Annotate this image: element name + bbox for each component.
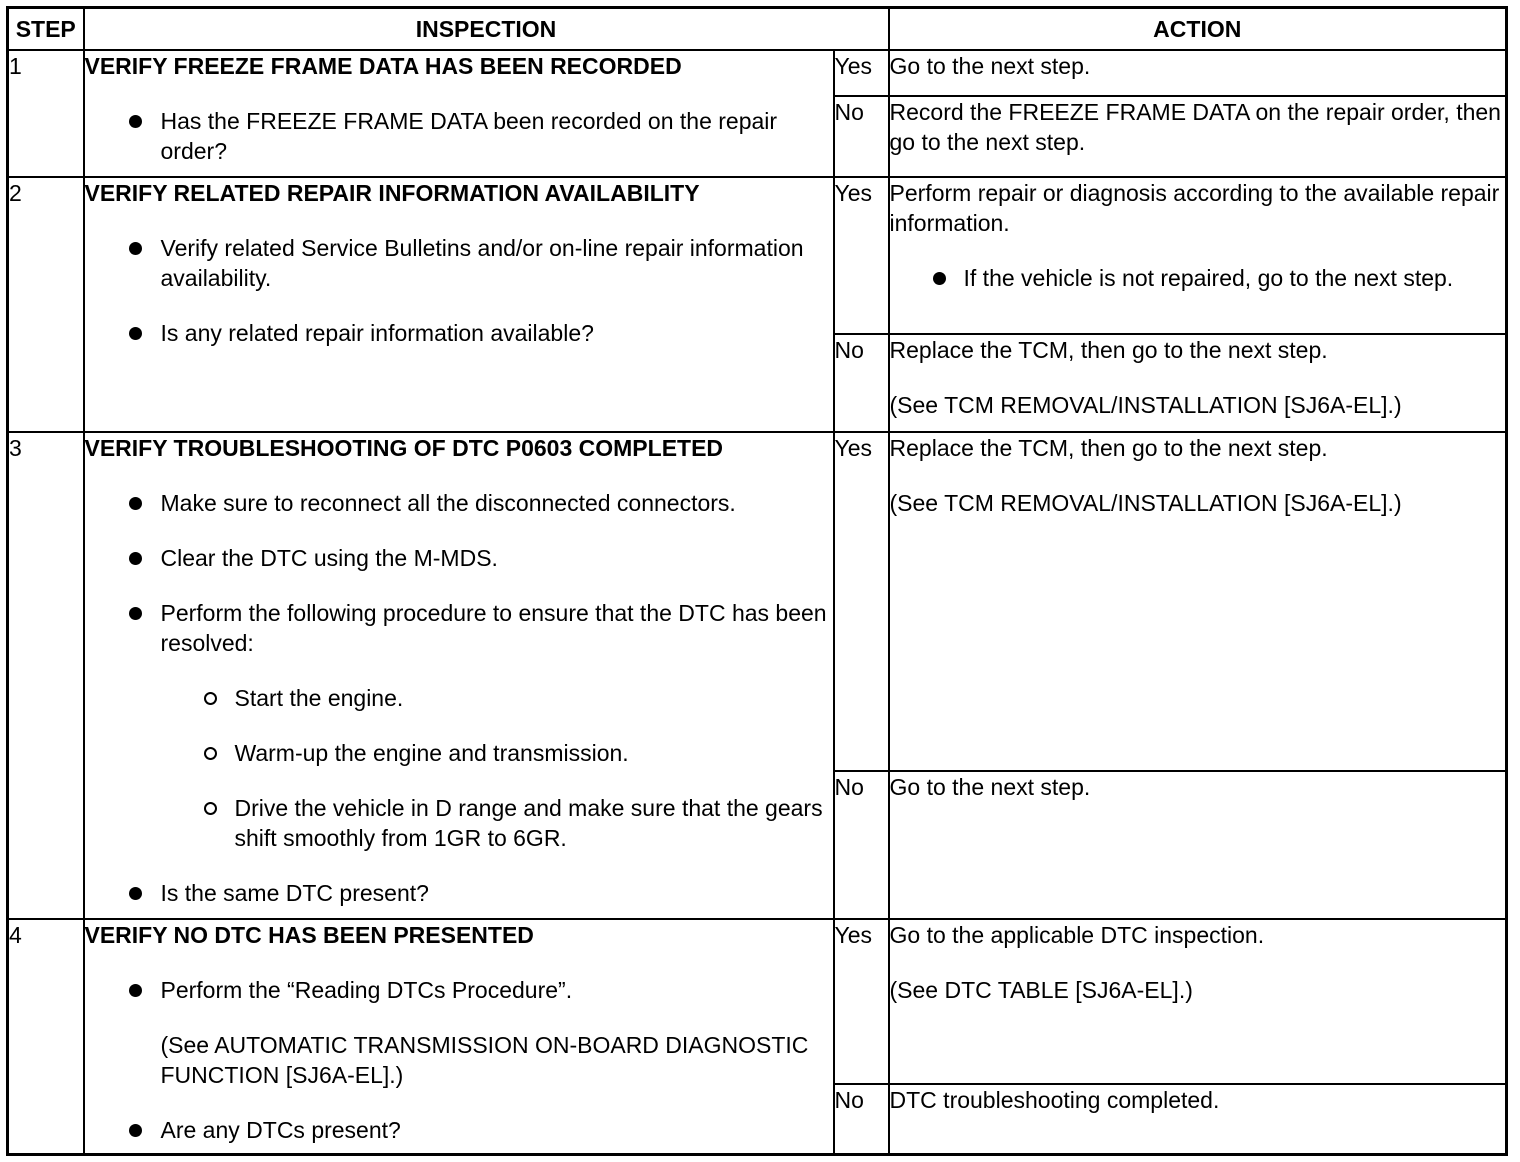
- sub-bullet-item: [85, 738, 833, 768]
- inspection-cell: [84, 50, 834, 177]
- bullet-icon: [129, 984, 142, 997]
- bullet-item: [85, 106, 833, 166]
- no-label: No: [834, 334, 889, 432]
- bullet-text: If the vehicle is not repaired, go to the next step.: [963, 265, 1454, 292]
- action-text: DTC troubleshooting completed.: [889, 1087, 1220, 1114]
- sub-bullet-item: [85, 793, 833, 853]
- yes-label: Yes: [834, 432, 889, 771]
- diagnostic-procedure-table: [6, 6, 1508, 1156]
- inspection-cell: [84, 432, 834, 919]
- inspection-title: VERIFY RELATED REPAIR INFORMATION AVAILABILITY: [84, 180, 700, 207]
- bullet-text: Verify related Service Bulletins and/or on-line repair information availability.: [160, 235, 804, 292]
- bullet-icon: [129, 607, 142, 620]
- action-bullet: [890, 263, 1505, 293]
- action-text: Replace the TCM, then go to the next step.: [889, 337, 1328, 364]
- no-action: [889, 96, 1507, 177]
- action-header: ACTION: [889, 8, 1507, 51]
- step-number: 3: [8, 432, 84, 919]
- yes-action: [889, 432, 1507, 771]
- bullet-text: Are any DTCs present?: [160, 1117, 401, 1144]
- yes-label: Yes: [834, 919, 889, 1084]
- step-number: 1: [8, 50, 84, 177]
- header-row: [8, 8, 1507, 51]
- bullet-text: Clear the DTC using the M-MDS.: [160, 545, 498, 572]
- inspection-title: VERIFY FREEZE FRAME DATA HAS BEEN RECORDED: [84, 53, 682, 80]
- yes-action: [889, 50, 1507, 96]
- no-label: No: [834, 96, 889, 177]
- bullet-text: Perform the “Reading DTCs Procedure”.: [160, 977, 573, 1004]
- action-text: Perform repair or diagnosis according to the available repair information.: [889, 180, 1500, 237]
- inspection-cell: [84, 919, 834, 1154]
- bullet-icon: [129, 552, 142, 565]
- yes-action: [889, 177, 1507, 334]
- yes-action: [889, 919, 1507, 1084]
- yes-label: Yes: [834, 177, 889, 334]
- reference-text: (See DTC TABLE [SJ6A-EL].): [889, 977, 1193, 1004]
- yes-label: Yes: [834, 50, 889, 96]
- step-2-yes-row: [8, 177, 1507, 334]
- step-4-yes-row: [8, 919, 1507, 1084]
- bullet-icon: [129, 327, 142, 340]
- bullet-item: [85, 1115, 833, 1145]
- bullet-icon: [129, 1124, 142, 1137]
- step-header: STEP: [8, 8, 84, 51]
- action-text: Go to the next step.: [889, 53, 1091, 80]
- bullet-text: Is the same DTC present?: [160, 880, 429, 907]
- bullet-text: Has the FREEZE FRAME DATA been recorded on the repair order?: [160, 108, 778, 165]
- bullet-item: [85, 975, 833, 1005]
- reference-text: (See TCM REMOVAL/INSTALLATION [SJ6A-EL].): [889, 490, 1402, 517]
- bullet-item: [85, 878, 833, 908]
- no-label: No: [834, 771, 889, 919]
- sub-bullet-text: Start the engine.: [234, 685, 404, 712]
- inspection-cell: [84, 177, 834, 432]
- bullet-icon: [129, 887, 142, 900]
- bullet-icon: [129, 497, 142, 510]
- bullet-icon: [129, 242, 142, 255]
- action-text: Replace the TCM, then go to the next step.: [889, 435, 1328, 462]
- step-number: 2: [8, 177, 84, 432]
- bullet-item: [85, 233, 833, 293]
- bullet-text: Make sure to reconnect all the disconnected connectors.: [160, 490, 736, 517]
- bullet-item: [85, 318, 833, 348]
- inspection-title: VERIFY TROUBLESHOOTING OF DTC P0603 COMPLETED: [84, 435, 724, 462]
- sub-bullet-icon: [204, 692, 217, 705]
- step-1-yes-row: [8, 50, 1507, 96]
- bullet-text: Is any related repair information available?: [160, 320, 594, 347]
- inspection-header: INSPECTION: [84, 8, 889, 51]
- no-action: [889, 334, 1507, 432]
- bullet-item: [85, 543, 833, 573]
- sub-bullet-item: [85, 683, 833, 713]
- bullet-item: [85, 598, 833, 658]
- sub-bullet-text: Warm-up the engine and transmission.: [234, 740, 629, 767]
- sub-bullet-text: Drive the vehicle in D range and make sure that the gears shift smoothly from 1GR to 6GR.: [234, 795, 823, 852]
- bullet-text: Perform the following procedure to ensure that the DTC has been resolved:: [160, 600, 827, 657]
- no-action: [889, 1084, 1507, 1154]
- reference-text: (See AUTOMATIC TRANSMISSION ON-BOARD DIAGNOSTIC FUNCTION [SJ6A-EL].): [160, 1032, 809, 1089]
- reference-text: (See TCM REMOVAL/INSTALLATION [SJ6A-EL].): [889, 392, 1402, 419]
- action-text: Record the FREEZE FRAME DATA on the repair order, then go to the next step.: [889, 99, 1501, 156]
- bullet-item: [85, 488, 833, 518]
- no-label: No: [834, 1084, 889, 1154]
- action-text: Go to the next step.: [889, 774, 1091, 801]
- bullet-icon: [933, 272, 946, 285]
- bullet-icon: [129, 115, 142, 128]
- no-action: [889, 771, 1507, 919]
- step-3-yes-row: [8, 432, 1507, 771]
- inspection-title: VERIFY NO DTC HAS BEEN PRESENTED: [84, 922, 534, 949]
- sub-bullet-icon: [204, 802, 217, 815]
- action-text: Go to the applicable DTC inspection.: [889, 922, 1265, 949]
- step-number: 4: [8, 919, 84, 1154]
- sub-bullet-icon: [204, 747, 217, 760]
